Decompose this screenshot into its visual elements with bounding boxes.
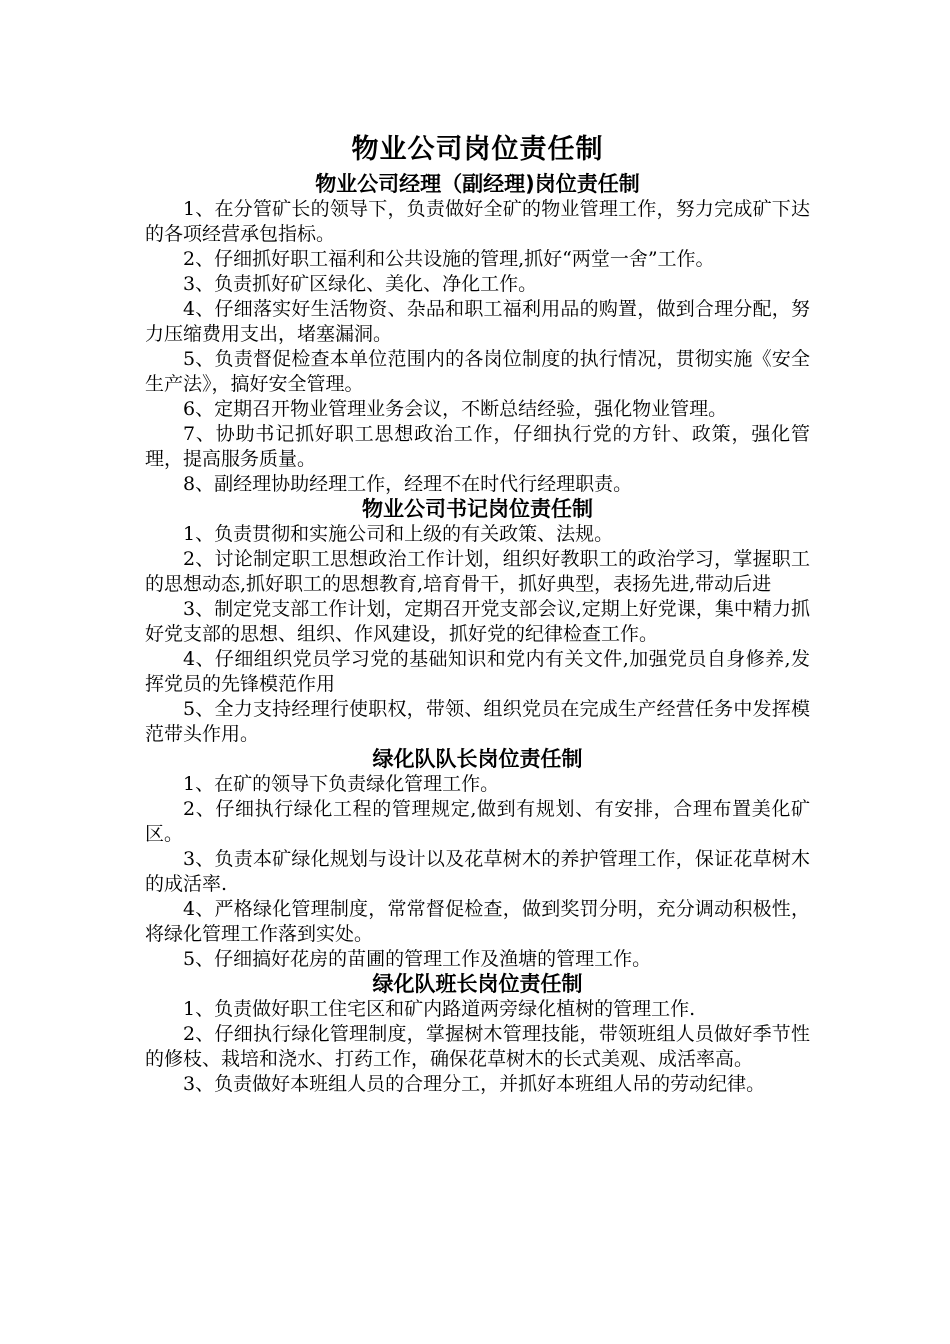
document-body: [145, 132, 810, 1097]
section-heading-greening-captain: 绿化队队长岗位责任制: [372, 747, 583, 771]
greening-captain-item-1: 1、在矿的领导下负责绿化管理工作。: [183, 773, 500, 795]
section-heading-manager: 物业公司经理（副经理)岗位责任制: [315, 172, 640, 196]
section-heading-greening-monitor: 绿化队班长岗位责任制: [372, 972, 583, 996]
secretary-item-2: 2、讨论制定职工思想政治工作计划，组织好教职工的政治学习，掌握职工的思想动态,抓好职工的思想教育,培育骨干，抓好典型，表扬先进,带动后进: [145, 548, 810, 595]
secretary-item-1: 1、负责贯彻和实施公司和上级的有关政策、法规。: [183, 523, 614, 545]
greening-monitor-item-3: 3、负责做好本班组人员的合理分工，并抓好本班组人吊的劳动纪律。: [183, 1073, 766, 1095]
secretary-item-3: 3、制定党支部工作计划，定期召开党支部会议,定期上好党课，集中精力抓好党支部的思想、组织、作风建设，抓好党的纪律检查工作。: [145, 598, 810, 645]
greening-captain-item-5: 5、仔细搞好花房的苗圃的管理工作及渔塘的管理工作。: [183, 948, 652, 970]
section-heading-secretary: 物业公司书记岗位责任制: [362, 497, 593, 521]
greening-monitor-item-2: 2、仔细执行绿化管理制度，掌握树木管理技能，带领班组人员做好季节性的修枝、栽培和浇水、打药工作，确保花草树木的长式美观、成活率高。: [145, 1023, 810, 1070]
manager-item-5: 5、负责督促检查本单位范围内的各岗位制度的执行情况，贯彻实施《安全生产法》，搞好安全管理。: [145, 348, 810, 395]
manager-item-2: 2、仔细抓好职工福利和公共设施的管理,抓好“两堂一舍”工作。: [183, 248, 715, 270]
secretary-item-4: 4、仔细组织党员学习党的基础知识和党内有关文件,加强党员自身修养,发挥党员的先锋模范作用: [145, 648, 810, 695]
document-title: 物业公司岗位责任制: [351, 134, 604, 165]
manager-item-4: 4、仔细落实好生活物资、杂品和职工福利用品的购置，做到合理分配，努力压缩费用支出，堵塞漏洞。: [145, 298, 810, 345]
manager-item-8: 8、副经理协助经理工作，经理不在时代行经理职责。: [183, 473, 633, 495]
manager-item-6: 6、定期召开物业管理业务会议，不断总结经验，强化物业管理。: [183, 398, 728, 420]
secretary-item-5: 5、全力支持经理行使职权，带领、组织党员在完成生产经营任务中发挥模范带头作用。: [145, 698, 810, 745]
manager-item-1: 1、在分管矿长的领导下，负责做好全矿的物业管理工作，努力完成矿下达的各项经营承包指标。: [145, 198, 810, 245]
greening-captain-item-2: 2、仔细执行绿化工程的管理规定,做到有规划、有安排，合理布置美化矿区。: [145, 798, 810, 845]
manager-item-3: 3、负责抓好矿区绿化、美化、净化工作。: [183, 273, 538, 295]
greening-captain-item-4: 4、严格绿化管理制度，常常督促检查，做到奖罚分明，充分调动积极性，将绿化管理工作落到实处。: [145, 898, 810, 945]
manager-item-7: 7、协助书记抓好职工思想政治工作，仔细执行党的方针、政策，强化管理，提高服务质量。: [145, 423, 810, 470]
greening-captain-item-3: 3、负责本矿绿化规划与设计以及花草树木的养护管理工作，保证花草树木的成活率.: [145, 848, 810, 895]
greening-monitor-item-1: 1、负责做好职工住宅区和矿内路道两旁绿化植树的管理工作.: [183, 998, 696, 1020]
